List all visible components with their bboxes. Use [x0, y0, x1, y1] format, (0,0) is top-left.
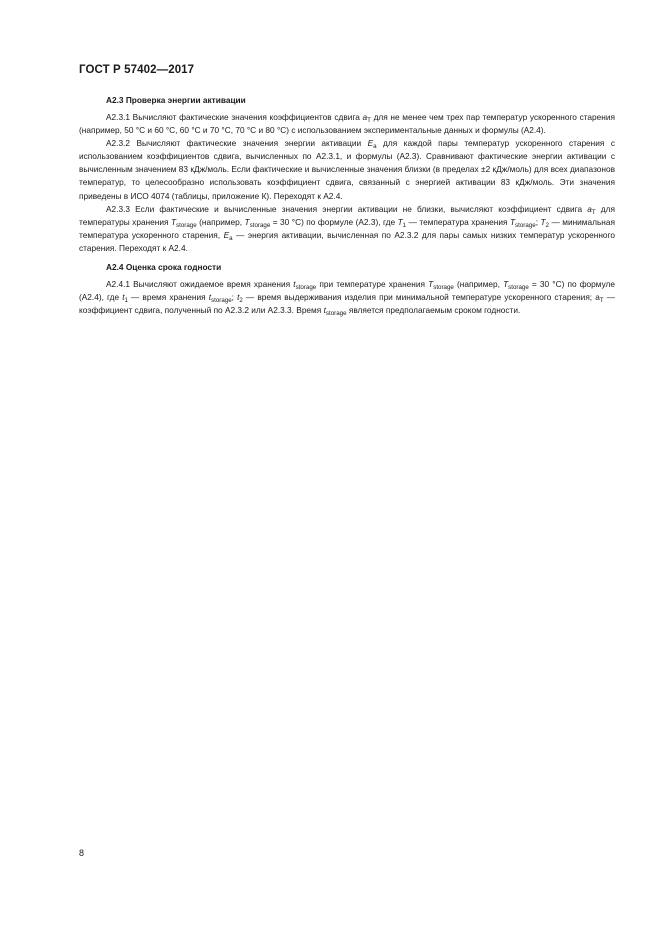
page-number: 8 — [79, 848, 85, 858]
section-title-a2-4: A2.4 Оценка срока годности — [106, 262, 222, 273]
paragraph-a2-3-1: A2.3.1 Вычисляют фактические значения коэффициентов сдвига $a_T$ для не менее чем трех пар температур ускоренного старения (например, 50 °С и 60 °С, 60 °С и 70 °С, 70 °С и 80 °С) с использованием экспериментальные данных и формулы (A2.4). — [79, 112, 615, 136]
paragraph-a2-3-2: A2.3.2 Вычисляют фактические значения энергии активации $E_a$ для каждой пары температур ускоренного старения с использованием коэффициентов сдвига, вычисленных по A2.3.1, и формулы (A2.3). Сравнивают фактические энергии активации с вычисленным значением 83 кДж/моль. Если фактические и вычисленные значения близки (в пределах ±2 кДж/моль) для всех диапазонов температур, то целесообразно использовать коэффициент сдвига, связанный с энергией активации 83 кДж/моль. Эти значения приведены в ИСО 4074 (таблицы, приложение К). Переходят к A2.4. — [79, 138, 615, 201]
document-body — [79, 94, 615, 317]
document-header: ГОСТ Р 57402—2017 — [79, 64, 195, 76]
section-title-a2-3: A2.3 Проверка энергии активации — [106, 95, 246, 105]
paragraph-a2-3-3: A2.3.3 Если фактические и вычисленные значения энергии активации не близки, вычисляют коэффициент сдвига $a_T$ для температуры хранения $T_{storage}$ (например, $T_{storage} = 30$ °С) по формуле (A2.3), где $T_1$ — температура хранения $T_{storage}$; $T_2$ — минимальная температура ускоренного старения, $E_a$ — энергия активации, вычисленная по A2.3.2 для пары самых низких температур ускоренного старения. Переходят к A2.4. — [79, 203, 615, 253]
paragraph-a2-4-1: A2.4.1 Вычисляют ожидаемое время хранения $t_{storage}$ при температуре хранения $T_{storage}$ (например, $T_{storage} = 30$ °С) по формуле (A2.4), где $t_1$ — время хранения $t_{storage}$; $t_2$ — время выдерживания изделия при минимальной температуре ускоренного старения; $a_T$ — коэффициент сдвига, полученный по A2.3.2 или A2.3.3. Время $t_{storage}$ является предполагаемым сроком годности. — [79, 279, 615, 318]
